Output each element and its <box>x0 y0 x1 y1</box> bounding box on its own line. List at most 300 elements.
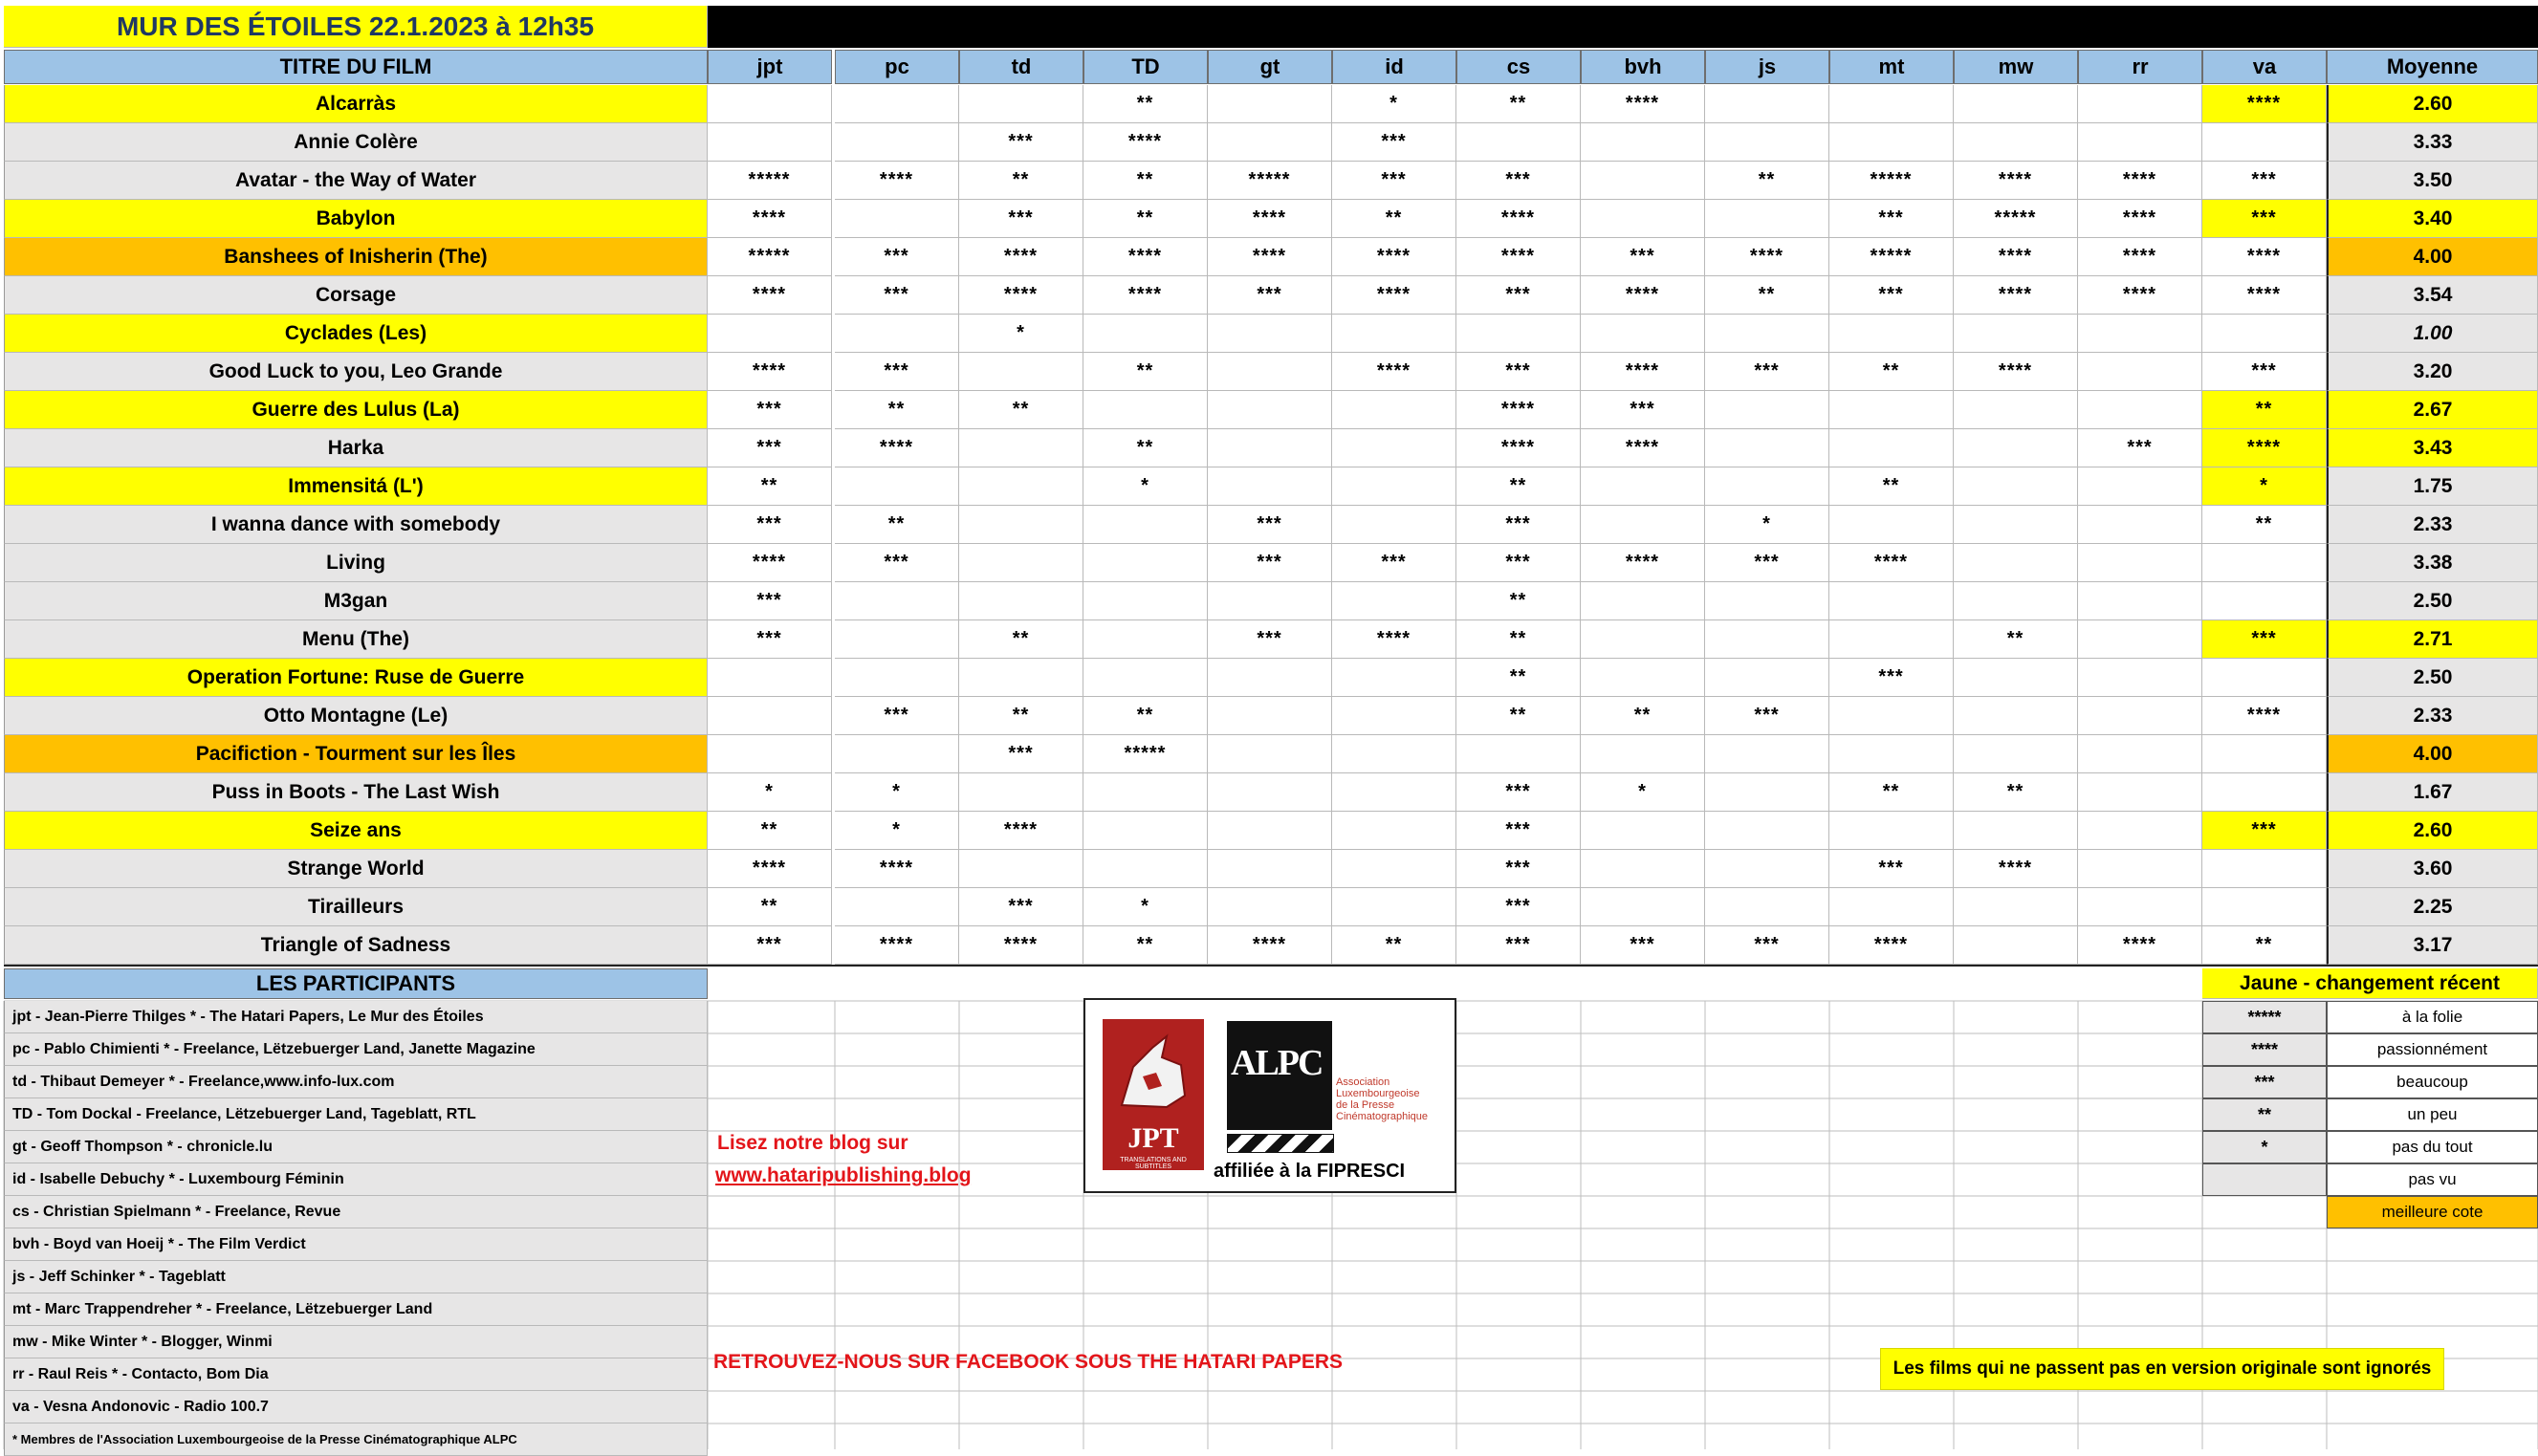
rating-cell[interactable]: **** <box>2202 697 2327 735</box>
rating-cell[interactable] <box>959 429 1083 467</box>
rating-cell[interactable] <box>1954 926 2078 965</box>
rating-cell[interactable]: **** <box>1581 429 1705 467</box>
rating-cell[interactable]: **** <box>2078 162 2202 200</box>
rating-cell[interactable]: **** <box>2078 238 2202 276</box>
rating-cell[interactable] <box>2202 735 2327 773</box>
rating-cell[interactable]: **** <box>1456 200 1581 238</box>
rating-cell[interactable] <box>2078 353 2202 391</box>
rating-cell[interactable]: **** <box>708 353 832 391</box>
rating-cell[interactable] <box>2202 544 2327 582</box>
rating-cell[interactable]: ***** <box>1829 162 1954 200</box>
rating-cell[interactable]: ** <box>2202 506 2327 544</box>
rating-cell[interactable]: * <box>1581 773 1705 812</box>
rating-cell[interactable] <box>1829 123 1954 162</box>
rating-cell[interactable]: * <box>1705 506 1829 544</box>
rating-cell[interactable] <box>835 620 959 659</box>
rating-cell[interactable]: ** <box>959 620 1083 659</box>
rating-cell[interactable]: *** <box>1208 506 1332 544</box>
rating-cell[interactable]: **** <box>1954 850 2078 888</box>
rating-cell[interactable] <box>2202 123 2327 162</box>
rating-cell[interactable] <box>1829 812 1954 850</box>
rating-cell[interactable] <box>1705 582 1829 620</box>
rating-cell[interactable] <box>1332 735 1456 773</box>
rating-cell[interactable]: ** <box>1705 162 1829 200</box>
rating-cell[interactable]: *** <box>1581 391 1705 429</box>
rating-cell[interactable]: ** <box>1332 200 1456 238</box>
rating-cell[interactable]: *** <box>1456 544 1581 582</box>
rating-cell[interactable]: ** <box>1332 926 1456 965</box>
rating-cell[interactable]: *** <box>959 735 1083 773</box>
rating-cell[interactable]: ** <box>708 812 832 850</box>
rating-cell[interactable] <box>1581 812 1705 850</box>
rating-cell[interactable]: * <box>1083 467 1208 506</box>
rating-cell[interactable] <box>1954 735 2078 773</box>
rating-cell[interactable] <box>1208 582 1332 620</box>
rating-cell[interactable]: ** <box>1954 773 2078 812</box>
rating-cell[interactable] <box>2078 544 2202 582</box>
rating-cell[interactable] <box>1208 812 1332 850</box>
rating-cell[interactable] <box>1954 429 2078 467</box>
rating-cell[interactable]: *** <box>959 123 1083 162</box>
rating-cell[interactable] <box>959 773 1083 812</box>
rating-cell[interactable] <box>835 888 959 926</box>
rating-cell[interactable]: **** <box>835 162 959 200</box>
rating-cell[interactable]: ** <box>708 467 832 506</box>
rating-cell[interactable]: *** <box>1705 926 1829 965</box>
rating-cell[interactable] <box>2078 735 2202 773</box>
rating-cell[interactable]: **** <box>2202 85 2327 123</box>
rating-cell[interactable] <box>2078 85 2202 123</box>
rating-cell[interactable]: **** <box>1954 276 2078 315</box>
rating-cell[interactable] <box>1208 429 1332 467</box>
rating-cell[interactable] <box>1705 200 1829 238</box>
rating-cell[interactable]: *** <box>708 582 832 620</box>
rating-cell[interactable]: *** <box>2202 353 2327 391</box>
rating-cell[interactable]: ***** <box>708 238 832 276</box>
rating-cell[interactable]: * <box>835 773 959 812</box>
rating-cell[interactable]: **** <box>2202 276 2327 315</box>
rating-cell[interactable] <box>1581 659 1705 697</box>
rating-cell[interactable]: ** <box>1954 620 2078 659</box>
rating-cell[interactable] <box>2078 888 2202 926</box>
rating-cell[interactable] <box>959 506 1083 544</box>
rating-cell[interactable] <box>1083 659 1208 697</box>
rating-cell[interactable]: *** <box>1332 162 1456 200</box>
rating-cell[interactable]: *** <box>2202 812 2327 850</box>
rating-cell[interactable]: **** <box>1332 238 1456 276</box>
rating-cell[interactable] <box>959 659 1083 697</box>
rating-cell[interactable]: **** <box>959 926 1083 965</box>
rating-cell[interactable] <box>1083 391 1208 429</box>
rating-cell[interactable] <box>1954 812 2078 850</box>
rating-cell[interactable]: ** <box>959 391 1083 429</box>
rating-cell[interactable]: ** <box>1456 659 1581 697</box>
rating-cell[interactable]: **** <box>1332 620 1456 659</box>
rating-cell[interactable] <box>1332 850 1456 888</box>
rating-cell[interactable] <box>1954 315 2078 353</box>
rating-cell[interactable] <box>959 582 1083 620</box>
rating-cell[interactable] <box>1581 162 1705 200</box>
rating-cell[interactable] <box>1208 467 1332 506</box>
blog-link[interactable]: www.hataripublishing.blog <box>715 1164 972 1186</box>
rating-cell[interactable] <box>959 353 1083 391</box>
rating-cell[interactable]: *** <box>1208 276 1332 315</box>
rating-cell[interactable]: **** <box>1208 200 1332 238</box>
rating-cell[interactable]: *** <box>1705 544 1829 582</box>
rating-cell[interactable] <box>1332 467 1456 506</box>
rating-cell[interactable] <box>959 467 1083 506</box>
rating-cell[interactable]: **** <box>1829 544 1954 582</box>
rating-cell[interactable]: ** <box>1456 582 1581 620</box>
rating-cell[interactable] <box>1083 506 1208 544</box>
rating-cell[interactable]: *** <box>835 697 959 735</box>
rating-cell[interactable] <box>1456 315 1581 353</box>
rating-cell[interactable]: **** <box>1954 238 2078 276</box>
rating-cell[interactable] <box>1705 315 1829 353</box>
rating-cell[interactable]: ** <box>1829 467 1954 506</box>
rating-cell[interactable]: *** <box>959 200 1083 238</box>
rating-cell[interactable] <box>835 659 959 697</box>
rating-cell[interactable] <box>959 544 1083 582</box>
rating-cell[interactable] <box>1208 888 1332 926</box>
rating-cell[interactable] <box>1208 697 1332 735</box>
rating-cell[interactable] <box>1705 467 1829 506</box>
rating-cell[interactable] <box>708 735 832 773</box>
rating-cell[interactable]: * <box>2202 467 2327 506</box>
rating-cell[interactable] <box>2202 850 2327 888</box>
rating-cell[interactable] <box>708 697 832 735</box>
rating-cell[interactable] <box>1954 467 2078 506</box>
rating-cell[interactable] <box>1954 506 2078 544</box>
rating-cell[interactable] <box>2078 850 2202 888</box>
rating-cell[interactable]: **** <box>1581 353 1705 391</box>
rating-cell[interactable]: *** <box>1456 850 1581 888</box>
rating-cell[interactable] <box>835 123 959 162</box>
rating-cell[interactable]: **** <box>1705 238 1829 276</box>
rating-cell[interactable]: *** <box>2202 200 2327 238</box>
rating-cell[interactable] <box>1829 506 1954 544</box>
rating-cell[interactable] <box>2202 659 2327 697</box>
rating-cell[interactable]: *** <box>1456 506 1581 544</box>
rating-cell[interactable] <box>1332 391 1456 429</box>
rating-cell[interactable]: *** <box>1581 238 1705 276</box>
rating-cell[interactable] <box>2078 123 2202 162</box>
rating-cell[interactable] <box>1208 773 1332 812</box>
rating-cell[interactable]: **** <box>1581 544 1705 582</box>
rating-cell[interactable] <box>1581 582 1705 620</box>
rating-cell[interactable] <box>2078 315 2202 353</box>
rating-cell[interactable] <box>1705 620 1829 659</box>
rating-cell[interactable] <box>1581 200 1705 238</box>
rating-cell[interactable] <box>1954 582 2078 620</box>
rating-cell[interactable]: ***** <box>1954 200 2078 238</box>
rating-cell[interactable] <box>1208 850 1332 888</box>
rating-cell[interactable]: ** <box>1083 353 1208 391</box>
rating-cell[interactable] <box>1954 123 2078 162</box>
rating-cell[interactable] <box>1705 773 1829 812</box>
rating-cell[interactable]: ** <box>959 162 1083 200</box>
rating-cell[interactable]: **** <box>2078 276 2202 315</box>
rating-cell[interactable]: *** <box>708 506 832 544</box>
rating-cell[interactable]: *** <box>1332 544 1456 582</box>
rating-cell[interactable]: *** <box>1456 888 1581 926</box>
rating-cell[interactable]: ** <box>1083 697 1208 735</box>
rating-cell[interactable] <box>708 123 832 162</box>
rating-cell[interactable]: **** <box>835 850 959 888</box>
rating-cell[interactable]: ** <box>1083 926 1208 965</box>
rating-cell[interactable]: *** <box>1456 162 1581 200</box>
rating-cell[interactable]: ** <box>708 888 832 926</box>
rating-cell[interactable] <box>2202 888 2327 926</box>
rating-cell[interactable] <box>1829 697 1954 735</box>
rating-cell[interactable] <box>2078 467 2202 506</box>
rating-cell[interactable] <box>1456 123 1581 162</box>
rating-cell[interactable] <box>1332 888 1456 926</box>
rating-cell[interactable]: *** <box>1705 697 1829 735</box>
rating-cell[interactable]: ** <box>1456 620 1581 659</box>
rating-cell[interactable] <box>1829 620 1954 659</box>
rating-cell[interactable]: ** <box>1829 773 1954 812</box>
rating-cell[interactable] <box>708 659 832 697</box>
rating-cell[interactable] <box>1829 315 1954 353</box>
rating-cell[interactable] <box>1829 582 1954 620</box>
rating-cell[interactable]: ** <box>835 391 959 429</box>
rating-cell[interactable] <box>1954 391 2078 429</box>
rating-cell[interactable]: *** <box>835 276 959 315</box>
rating-cell[interactable] <box>959 85 1083 123</box>
rating-cell[interactable] <box>1208 85 1332 123</box>
rating-cell[interactable] <box>835 315 959 353</box>
rating-cell[interactable]: **** <box>1954 353 2078 391</box>
rating-cell[interactable] <box>1705 85 1829 123</box>
rating-cell[interactable] <box>1083 812 1208 850</box>
rating-cell[interactable]: **** <box>708 200 832 238</box>
rating-cell[interactable] <box>1083 582 1208 620</box>
rating-cell[interactable] <box>1332 697 1456 735</box>
rating-cell[interactable]: * <box>959 315 1083 353</box>
rating-cell[interactable]: **** <box>2078 926 2202 965</box>
rating-cell[interactable]: **** <box>1456 238 1581 276</box>
rating-cell[interactable] <box>2078 773 2202 812</box>
rating-cell[interactable] <box>1705 812 1829 850</box>
rating-cell[interactable] <box>2202 582 2327 620</box>
rating-cell[interactable]: *** <box>1456 812 1581 850</box>
rating-cell[interactable] <box>1083 620 1208 659</box>
rating-cell[interactable] <box>1083 850 1208 888</box>
rating-cell[interactable] <box>835 582 959 620</box>
rating-cell[interactable]: *** <box>959 888 1083 926</box>
rating-cell[interactable] <box>1581 467 1705 506</box>
rating-cell[interactable] <box>2078 391 2202 429</box>
rating-cell[interactable]: ** <box>1581 697 1705 735</box>
rating-cell[interactable]: ** <box>835 506 959 544</box>
rating-cell[interactable]: **** <box>959 238 1083 276</box>
rating-cell[interactable]: *** <box>1456 926 1581 965</box>
rating-cell[interactable] <box>1208 735 1332 773</box>
rating-cell[interactable] <box>1581 123 1705 162</box>
rating-cell[interactable] <box>1581 735 1705 773</box>
rating-cell[interactable]: ** <box>1083 162 1208 200</box>
rating-cell[interactable] <box>1083 315 1208 353</box>
rating-cell[interactable]: *** <box>708 926 832 965</box>
rating-cell[interactable]: *** <box>1829 200 1954 238</box>
rating-cell[interactable]: * <box>835 812 959 850</box>
rating-cell[interactable]: * <box>1083 888 1208 926</box>
rating-cell[interactable]: **** <box>1083 123 1208 162</box>
rating-cell[interactable]: **** <box>2202 429 2327 467</box>
rating-cell[interactable] <box>1456 735 1581 773</box>
rating-cell[interactable] <box>2202 315 2327 353</box>
rating-cell[interactable] <box>1332 659 1456 697</box>
rating-cell[interactable]: **** <box>1456 429 1581 467</box>
rating-cell[interactable]: *** <box>1456 353 1581 391</box>
rating-cell[interactable]: *** <box>1208 620 1332 659</box>
rating-cell[interactable] <box>1208 315 1332 353</box>
rating-cell[interactable]: **** <box>708 850 832 888</box>
rating-cell[interactable] <box>1705 735 1829 773</box>
rating-cell[interactable] <box>835 735 959 773</box>
rating-cell[interactable] <box>959 850 1083 888</box>
rating-cell[interactable]: *** <box>2078 429 2202 467</box>
rating-cell[interactable]: **** <box>1083 276 1208 315</box>
rating-cell[interactable]: ** <box>1705 276 1829 315</box>
rating-cell[interactable]: ***** <box>1208 162 1332 200</box>
rating-cell[interactable] <box>1829 391 1954 429</box>
rating-cell[interactable]: **** <box>1954 162 2078 200</box>
rating-cell[interactable]: **** <box>1456 391 1581 429</box>
rating-cell[interactable] <box>1829 85 1954 123</box>
rating-cell[interactable]: *** <box>835 544 959 582</box>
rating-cell[interactable]: *** <box>1705 353 1829 391</box>
rating-cell[interactable]: ** <box>959 697 1083 735</box>
rating-cell[interactable]: *** <box>708 620 832 659</box>
rating-cell[interactable] <box>1705 659 1829 697</box>
rating-cell[interactable] <box>1954 697 2078 735</box>
rating-cell[interactable] <box>1332 315 1456 353</box>
rating-cell[interactable] <box>1332 582 1456 620</box>
rating-cell[interactable]: **** <box>1332 276 1456 315</box>
rating-cell[interactable] <box>2202 773 2327 812</box>
rating-cell[interactable]: ** <box>1083 200 1208 238</box>
rating-cell[interactable]: **** <box>959 276 1083 315</box>
rating-cell[interactable] <box>2078 620 2202 659</box>
rating-cell[interactable] <box>1829 888 1954 926</box>
rating-cell[interactable]: ***** <box>1083 735 1208 773</box>
rating-cell[interactable]: **** <box>2202 238 2327 276</box>
rating-cell[interactable] <box>1705 888 1829 926</box>
rating-cell[interactable] <box>1581 850 1705 888</box>
rating-cell[interactable] <box>1705 850 1829 888</box>
rating-cell[interactable] <box>1954 544 2078 582</box>
rating-cell[interactable]: *** <box>835 238 959 276</box>
rating-cell[interactable] <box>1829 429 1954 467</box>
rating-cell[interactable] <box>835 85 959 123</box>
rating-cell[interactable]: ***** <box>1829 238 1954 276</box>
rating-cell[interactable] <box>1954 888 2078 926</box>
rating-cell[interactable] <box>1581 315 1705 353</box>
rating-cell[interactable] <box>1208 391 1332 429</box>
rating-cell[interactable]: *** <box>1456 773 1581 812</box>
rating-cell[interactable]: *** <box>708 429 832 467</box>
rating-cell[interactable]: *** <box>1456 276 1581 315</box>
rating-cell[interactable]: **** <box>959 812 1083 850</box>
rating-cell[interactable]: **** <box>708 276 832 315</box>
rating-cell[interactable] <box>2078 506 2202 544</box>
rating-cell[interactable] <box>1332 429 1456 467</box>
rating-cell[interactable]: ** <box>1456 467 1581 506</box>
rating-cell[interactable]: *** <box>1581 926 1705 965</box>
rating-cell[interactable] <box>2078 812 2202 850</box>
rating-cell[interactable] <box>708 85 832 123</box>
rating-cell[interactable] <box>1083 773 1208 812</box>
rating-cell[interactable]: **** <box>1208 238 1332 276</box>
rating-cell[interactable] <box>1208 123 1332 162</box>
rating-cell[interactable] <box>2078 582 2202 620</box>
rating-cell[interactable] <box>1954 85 2078 123</box>
rating-cell[interactable]: **** <box>1829 926 1954 965</box>
rating-cell[interactable]: *** <box>708 391 832 429</box>
rating-cell[interactable]: *** <box>1208 544 1332 582</box>
rating-cell[interactable]: ** <box>1456 85 1581 123</box>
rating-cell[interactable] <box>1083 544 1208 582</box>
rating-cell[interactable] <box>1581 888 1705 926</box>
rating-cell[interactable]: *** <box>2202 620 2327 659</box>
rating-cell[interactable]: **** <box>1581 276 1705 315</box>
rating-cell[interactable]: ** <box>1083 429 1208 467</box>
rating-cell[interactable] <box>1705 429 1829 467</box>
rating-cell[interactable]: *** <box>835 353 959 391</box>
rating-cell[interactable] <box>708 315 832 353</box>
rating-cell[interactable]: *** <box>1332 123 1456 162</box>
rating-cell[interactable] <box>1332 773 1456 812</box>
rating-cell[interactable] <box>1332 506 1456 544</box>
rating-cell[interactable]: * <box>708 773 832 812</box>
rating-cell[interactable] <box>1705 391 1829 429</box>
rating-cell[interactable]: **** <box>1208 926 1332 965</box>
rating-cell[interactable]: *** <box>1829 850 1954 888</box>
rating-cell[interactable] <box>835 467 959 506</box>
rating-cell[interactable]: ** <box>2202 391 2327 429</box>
rating-cell[interactable] <box>1829 735 1954 773</box>
rating-cell[interactable]: *** <box>1829 659 1954 697</box>
rating-cell[interactable]: **** <box>1332 353 1456 391</box>
rating-cell[interactable]: ***** <box>708 162 832 200</box>
rating-cell[interactable] <box>2078 659 2202 697</box>
rating-cell[interactable]: ** <box>1456 697 1581 735</box>
rating-cell[interactable]: **** <box>708 544 832 582</box>
rating-cell[interactable]: **** <box>835 926 959 965</box>
rating-cell[interactable] <box>1581 506 1705 544</box>
rating-cell[interactable]: *** <box>2202 162 2327 200</box>
rating-cell[interactable]: **** <box>1581 85 1705 123</box>
rating-cell[interactable]: ** <box>1083 85 1208 123</box>
rating-cell[interactable] <box>2078 697 2202 735</box>
rating-cell[interactable]: **** <box>2078 200 2202 238</box>
rating-cell[interactable] <box>835 200 959 238</box>
rating-cell[interactable] <box>1705 123 1829 162</box>
rating-cell[interactable]: * <box>1332 85 1456 123</box>
rating-cell[interactable]: *** <box>1829 276 1954 315</box>
rating-cell[interactable]: **** <box>1083 238 1208 276</box>
rating-cell[interactable] <box>1208 353 1332 391</box>
rating-cell[interactable] <box>1208 659 1332 697</box>
rating-cell[interactable]: **** <box>835 429 959 467</box>
rating-cell[interactable]: ** <box>1829 353 1954 391</box>
rating-cell[interactable] <box>1581 620 1705 659</box>
rating-cell[interactable] <box>1332 812 1456 850</box>
rating-cell[interactable] <box>1954 659 2078 697</box>
rating-cell[interactable]: ** <box>2202 926 2327 965</box>
